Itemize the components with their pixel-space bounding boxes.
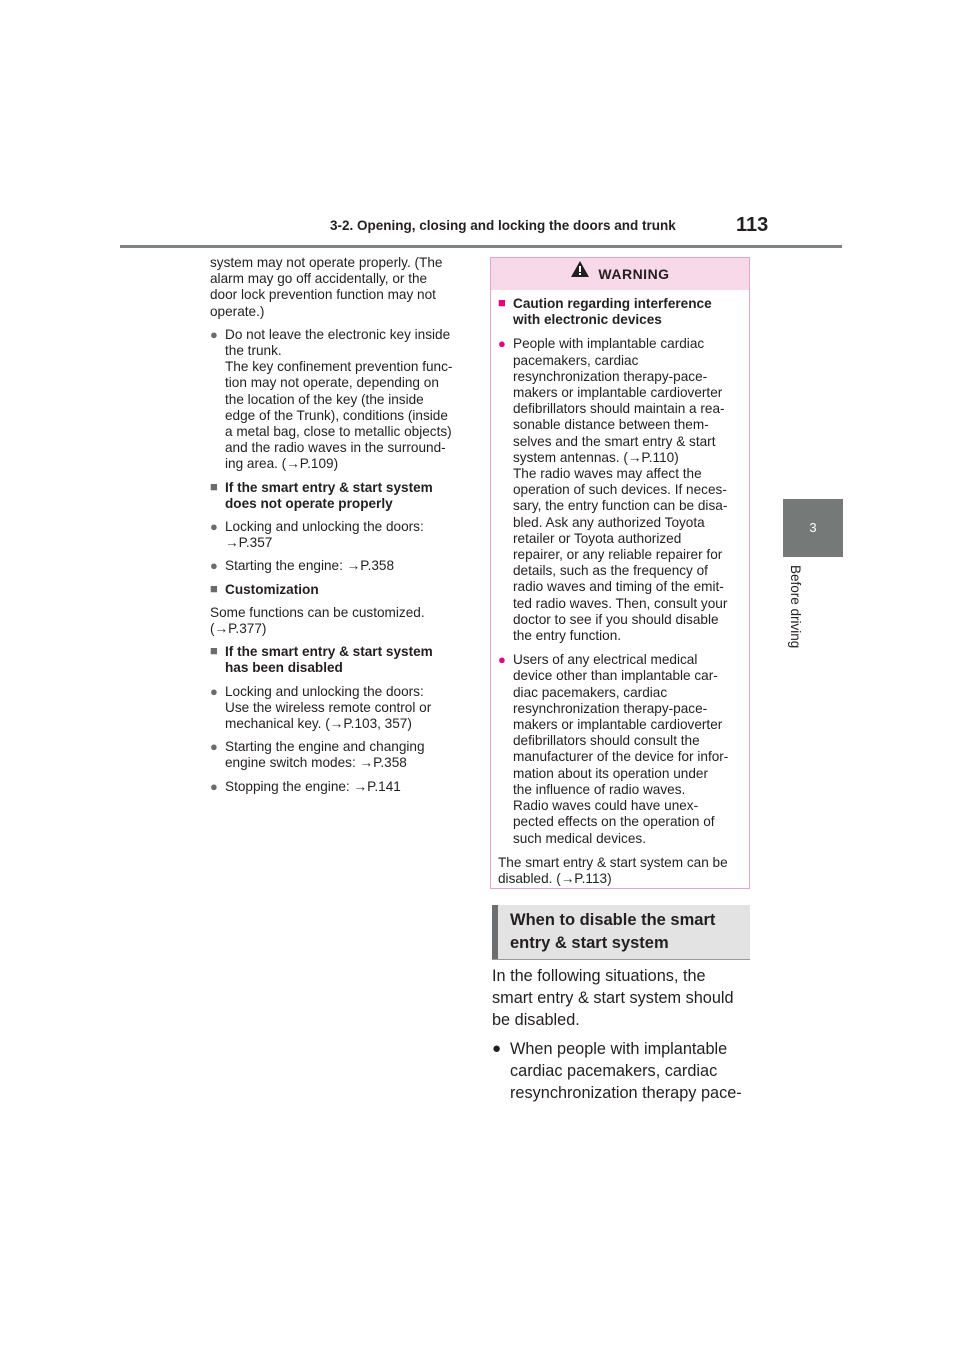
subheading: ■ If the smart entry & start system has been disabled (210, 643, 433, 676)
bullet-icon: ● (210, 739, 218, 755)
chapter-tab-number[interactable]: 3 (783, 499, 843, 557)
running-header: 3-2. Opening, closing and locking the doors and trunk (330, 218, 676, 233)
warning-box (490, 257, 750, 889)
bullet-icon: ● (498, 652, 506, 668)
warning-title: WARNING (598, 266, 670, 282)
section-heading-box (492, 905, 750, 959)
customization-text: Some functions can be customized. (→P.377) (210, 604, 425, 637)
bullet-item: ● Locking and unlocking the doors: →P.357 (210, 519, 424, 551)
square-icon: ■ (210, 478, 218, 494)
bullet-icon: ● (210, 558, 218, 574)
bullet-icon: ● (210, 519, 218, 535)
chapter-tab-label: Before driving (788, 565, 803, 649)
bullet-icon: ● (210, 778, 218, 794)
warning-footer: The smart entry & start system can be disabled. (→P.113) (498, 854, 728, 886)
warning-header (491, 258, 749, 290)
warning-bullet: ● People with implantable cardiac pacemakers, cardiac resynchronization therapy-pace- makers or implantable cardioverter defibrillators should maintain a rea- sonable distance between them- selves and the smart entry & start system antennas. (→P.110) The radio waves may affect the operation of such devices. If neces- sary, the entry function can be disa- bled. Ask any authorized Toyota retailer or Toyota authorized repairer, or any reliable repairer for details, such as the frequency of radio waves and timing of the emit- ted radio waves. Then, consult your doctor to see if you should disable the entry function. (498, 336, 728, 644)
section-divider (492, 959, 750, 960)
bullet-icon: ● (492, 1039, 502, 1057)
bullet-item: ● Starting the engine and changing engine switch modes: →P.358 (210, 739, 425, 771)
warning-bullet: ● Users of any electrical medical device other than implantable car- diac pacemakers, cardiac resynchronization therapy-pace- makers or implantable cardioverter defibrillators should consult the manufacturer of the device for infor- mation about its operation under the influence of radio waves. Radio waves could have unex- pected effects on the operation of such medical devices. (498, 652, 729, 846)
bullet-icon: ● (210, 326, 218, 342)
bullet-item: ● Locking and unlocking the doors: Use the wireless remote control or mechanical key. (→P.103, 357) (210, 683, 432, 732)
section-title: When to disable the smart entry & start system (510, 911, 716, 952)
page-number: 113 (736, 214, 769, 236)
intro-text: system may not operate properly. (The alarm may go off accidentally, or the door lock prevention function may not operate.) (210, 255, 443, 319)
section-body (492, 965, 754, 1111)
warning-triangle-icon (570, 257, 590, 289)
square-icon: ■ (210, 643, 218, 659)
bullet-icon: ● (498, 336, 506, 352)
section-intro: In the following situations, the smart entry & start system should be disabled. (492, 967, 734, 1030)
bullet-item: ● Do not leave the electronic key inside the trunk. The key confinement prevention func- tion may not operate, depending on the location of the key (the inside edge of the Trunk), conditions (inside a metal bag, close to metallic objects) and the radio waves in the surround- ing area. (→P.109) (210, 326, 453, 472)
square-icon: ■ (210, 580, 218, 596)
warning-subheading: ■ Caution regarding interference with electronic devices (498, 295, 712, 328)
bullet-icon: ● (210, 683, 218, 699)
square-icon: ■ (498, 295, 506, 310)
subheading: ■ Customization (210, 580, 319, 597)
left-column (210, 255, 472, 802)
header-divider (120, 245, 842, 248)
bullet-item: ● Starting the engine: →P.358 (210, 558, 395, 574)
bullet-item: ● Stopping the engine: →P.141 (210, 778, 401, 794)
subheading: ■ If the smart entry & start system does not operate properly (210, 478, 433, 511)
warning-body (491, 290, 749, 887)
section-bullet: ● When people with implantable cardiac pacemakers, cardiac resynchronization therapy pace- (492, 1039, 742, 1103)
